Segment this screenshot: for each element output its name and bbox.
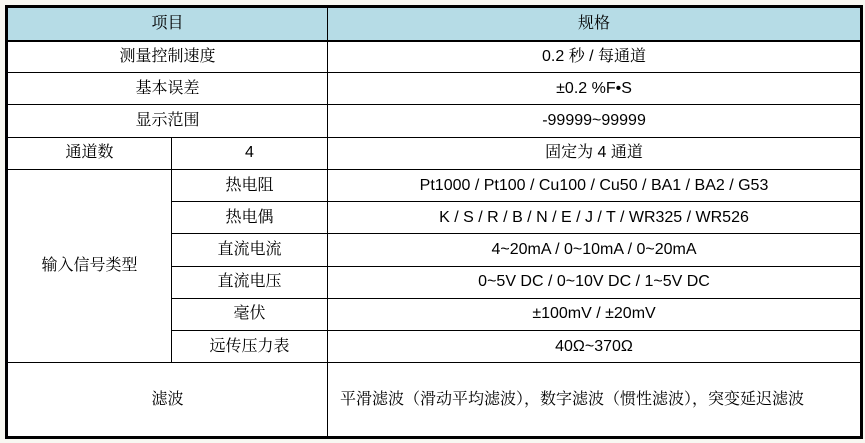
input-dc-voltage-label: 直流电压 xyxy=(172,266,328,298)
table-row-speed xyxy=(7,41,862,73)
specification-table xyxy=(5,5,863,439)
input-dc-voltage-value: 0~5V DC / 0~10V DC / 1~5V DC xyxy=(328,266,862,298)
channels-value: 固定为 4 通道 xyxy=(328,137,862,169)
header-item-cell: 项目 xyxy=(7,7,328,41)
input-thermocouple-label: 热电偶 xyxy=(172,202,328,234)
input-dc-current-value: 4~20mA / 0~10mA / 0~20mA xyxy=(328,234,862,266)
filter-label: 滤波 xyxy=(7,363,328,438)
header-spec-cell: 规格 xyxy=(328,7,862,41)
table-row-filter xyxy=(7,363,862,438)
table-row-input-rtd xyxy=(7,169,862,201)
input-remote-pressure-value: 40Ω~370Ω xyxy=(328,331,862,363)
input-rtd-label: 热电阻 xyxy=(172,169,328,201)
input-rtd-value: Pt1000 / Pt100 / Cu100 / Cu50 / BA1 / BA2 / G53 xyxy=(328,169,862,201)
error-label: 基本误差 xyxy=(7,73,328,105)
input-millivolt-label: 毫伏 xyxy=(172,298,328,330)
speed-value: 0.2 秒 / 每通道 xyxy=(328,41,862,73)
header-row xyxy=(7,7,862,41)
channels-count: 4 xyxy=(172,137,328,169)
filter-value: 平滑滤波（滑动平均滤波），数字滤波（惯性滤波），突变延迟滤波 xyxy=(328,363,862,438)
table-row-error xyxy=(7,73,862,105)
speed-label: 测量控制速度 xyxy=(7,41,328,73)
input-millivolt-value: ±100mV / ±20mV xyxy=(328,298,862,330)
table-row-channels xyxy=(7,137,862,169)
input-thermocouple-value: K / S / R / B / N / E / J / T / WR325 / WR526 xyxy=(328,202,862,234)
error-value: ±0.2 %F•S xyxy=(328,73,862,105)
input-remote-pressure-label: 远传压力表 xyxy=(172,331,328,363)
input-signal-group-label: 输入信号类型 xyxy=(7,169,172,362)
display-range-label: 显示范围 xyxy=(7,105,328,137)
table-row-display-range xyxy=(7,105,862,137)
input-dc-current-label: 直流电流 xyxy=(172,234,328,266)
channels-label: 通道数 xyxy=(7,137,172,169)
display-range-value: -99999~99999 xyxy=(328,105,862,137)
